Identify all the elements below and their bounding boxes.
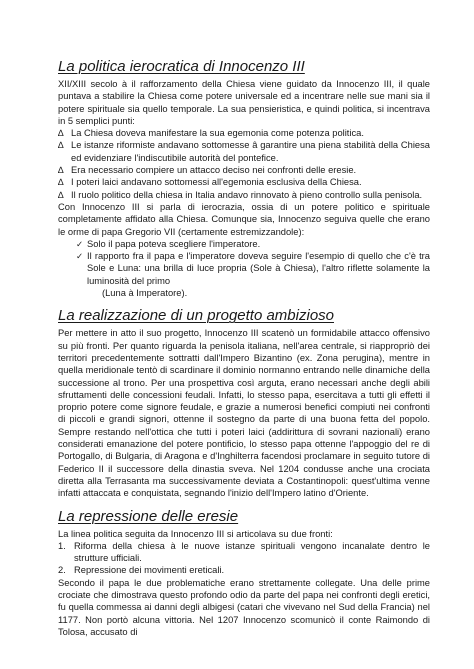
section-heading: La politica ierocratica di Innocenzo III — [58, 58, 305, 75]
list-item: ✓ Il rapporto fra il papa e l'imperatore doveva seguire l'esempio di quello che c'è tra Sole e Luna: una brilla di luce propria (Sole à Chiesa), l'altro riflette solamente la luminosità del primo — [76, 251, 430, 286]
section-politica-ierocratica — [58, 58, 430, 299]
delta-bullet-icon: ∆ — [58, 140, 64, 151]
section-intro: XII/XIII secolo à il rafforzamento della Chiesa viene guidato da Innocenzo III, il quale puntava a stabilire la Chiesa come potere universale ed a incentrare nelle sue mani sia il potere spirituale sia quello temporale. La sua pensieristica, e quindi politica, si incentrava in 5 semplici punti: — [58, 79, 430, 126]
list-item: ∆ I poteri laici andavano sottomessi all'egemonia esclusiva della Chiesa. — [58, 177, 362, 188]
section-paragraph: Con Innocenzo III si parla di ierocrazia, ossia di un potere politico e spirituale completamente affidato alla Chiesa. Comunque sia, Innocenzo seguiva quelle che erano le orme di papa Gregorio VII (certamente estremizzandole): — [58, 201, 430, 237]
section-body: Per mettere in atto il suo progetto, Innocenzo III scatenò un formidabile attacco offensivo su più fronti. Per quanto riguarda la penisola italiana, nell'area centrale, si riappropriò dei territori precedentemente sottratti dall'Impero Bizantino (ex. Zona perugina), mentre in quella meridionale tentò di scardinare il dominio normanno entrando nelle dinamiche della successione al trono. Per una prospettiva così arguta, erano necessari anche degli abili sfruttamenti delle concessioni feudali. Infatti, lo stesso papa, esercitava a tutti gli effetti il proprio potere come signore feudale, e grazie a numerosi benefici compiuti nei confronti di piccoli e grandi signori, ottenne il sostegno da parte di una buona fetta del popolo. Sempre restando nell'ottica che tutti i poteri laici (addirittura di sovrani nazionali) erano considerati emanazione del potere pontificio, lo stesso papa ottenne l'appoggio del re di Portogallo, di Bulgaria, di Aragona e d'Inghilterra facendosi proclamare in seguito tutore di Federico II il successore della dinastia sveva. Nel 1204 condusse anche una crociata diretta alla Terrasanta ma successivamente deviata a Costantinopoli: quest'ultima venne infatti attaccata e conquistata, segnando l'inizio dell'Impero latino d'Oriente. — [58, 328, 430, 499]
section-heading: La realizzazione di un progetto ambizioso — [58, 307, 334, 325]
section-progetto-ambizioso — [58, 307, 430, 499]
section-intro: La linea politica seguita da Innocenzo III si articolava su due fronti: — [58, 528, 333, 539]
list-item: 1. Riforma della chiesa à le nuove istanze spirituali vengono incanalate dentro le strutture ufficiali. — [58, 540, 430, 564]
list-item: ∆ Era necessario compiere un attacco deciso nei confronti delle eresie. — [58, 165, 357, 176]
list-item: ∆ La Chiesa doveva manifestare la sua egemonia come potenza politica. — [58, 128, 364, 139]
delta-bullet-icon: ∆ — [58, 128, 64, 139]
checkmark-bullet-icon: ✓ — [76, 238, 84, 249]
delta-bullet-icon: ∆ — [58, 165, 64, 176]
checkmark-list — [76, 238, 430, 287]
bullet-list — [58, 127, 430, 201]
checkmark-bullet-icon: ✓ — [76, 251, 84, 262]
delta-bullet-icon: ∆ — [58, 177, 64, 188]
section-body: Secondo il papa le due problematiche erano strettamente collegate. Una delle prime crociate che dimostrava questo profondo odio da parte del papa nei confronti degli eretici, fu quella commessa ai danni degli albigesi (catari che vivevano nel Sud della Francia) nel 1177. Non portò alcuna vittoria. Nel 1207 Innocenzo scomunicò il conte Raimondo di Tolosa, accusato di — [58, 577, 430, 637]
list-item: ✓ Solo il papa poteva scegliere l'imperatore. — [76, 238, 261, 249]
section-repressione-eresie — [58, 508, 430, 639]
list-item: ∆ Il ruolo politico della chiesa in Italia andavo rinnovato à pieno controllo sulla penisola. — [58, 189, 423, 200]
list-item: 2. Repressione dei movimenti ereticali. — [58, 565, 225, 576]
numbered-list — [58, 540, 430, 577]
list-item: ∆ Le istanze riformiste andavano sottomesse â garantire una piena stabilità della Chiesa ed evidenziare l'indiscutibile autorità del pontefice. — [58, 140, 430, 163]
section-heading: La repressione delle eresie — [58, 507, 239, 525]
list-continuation: (Luna à Imperatore). — [102, 288, 188, 299]
delta-bullet-icon: ∆ — [58, 189, 64, 200]
